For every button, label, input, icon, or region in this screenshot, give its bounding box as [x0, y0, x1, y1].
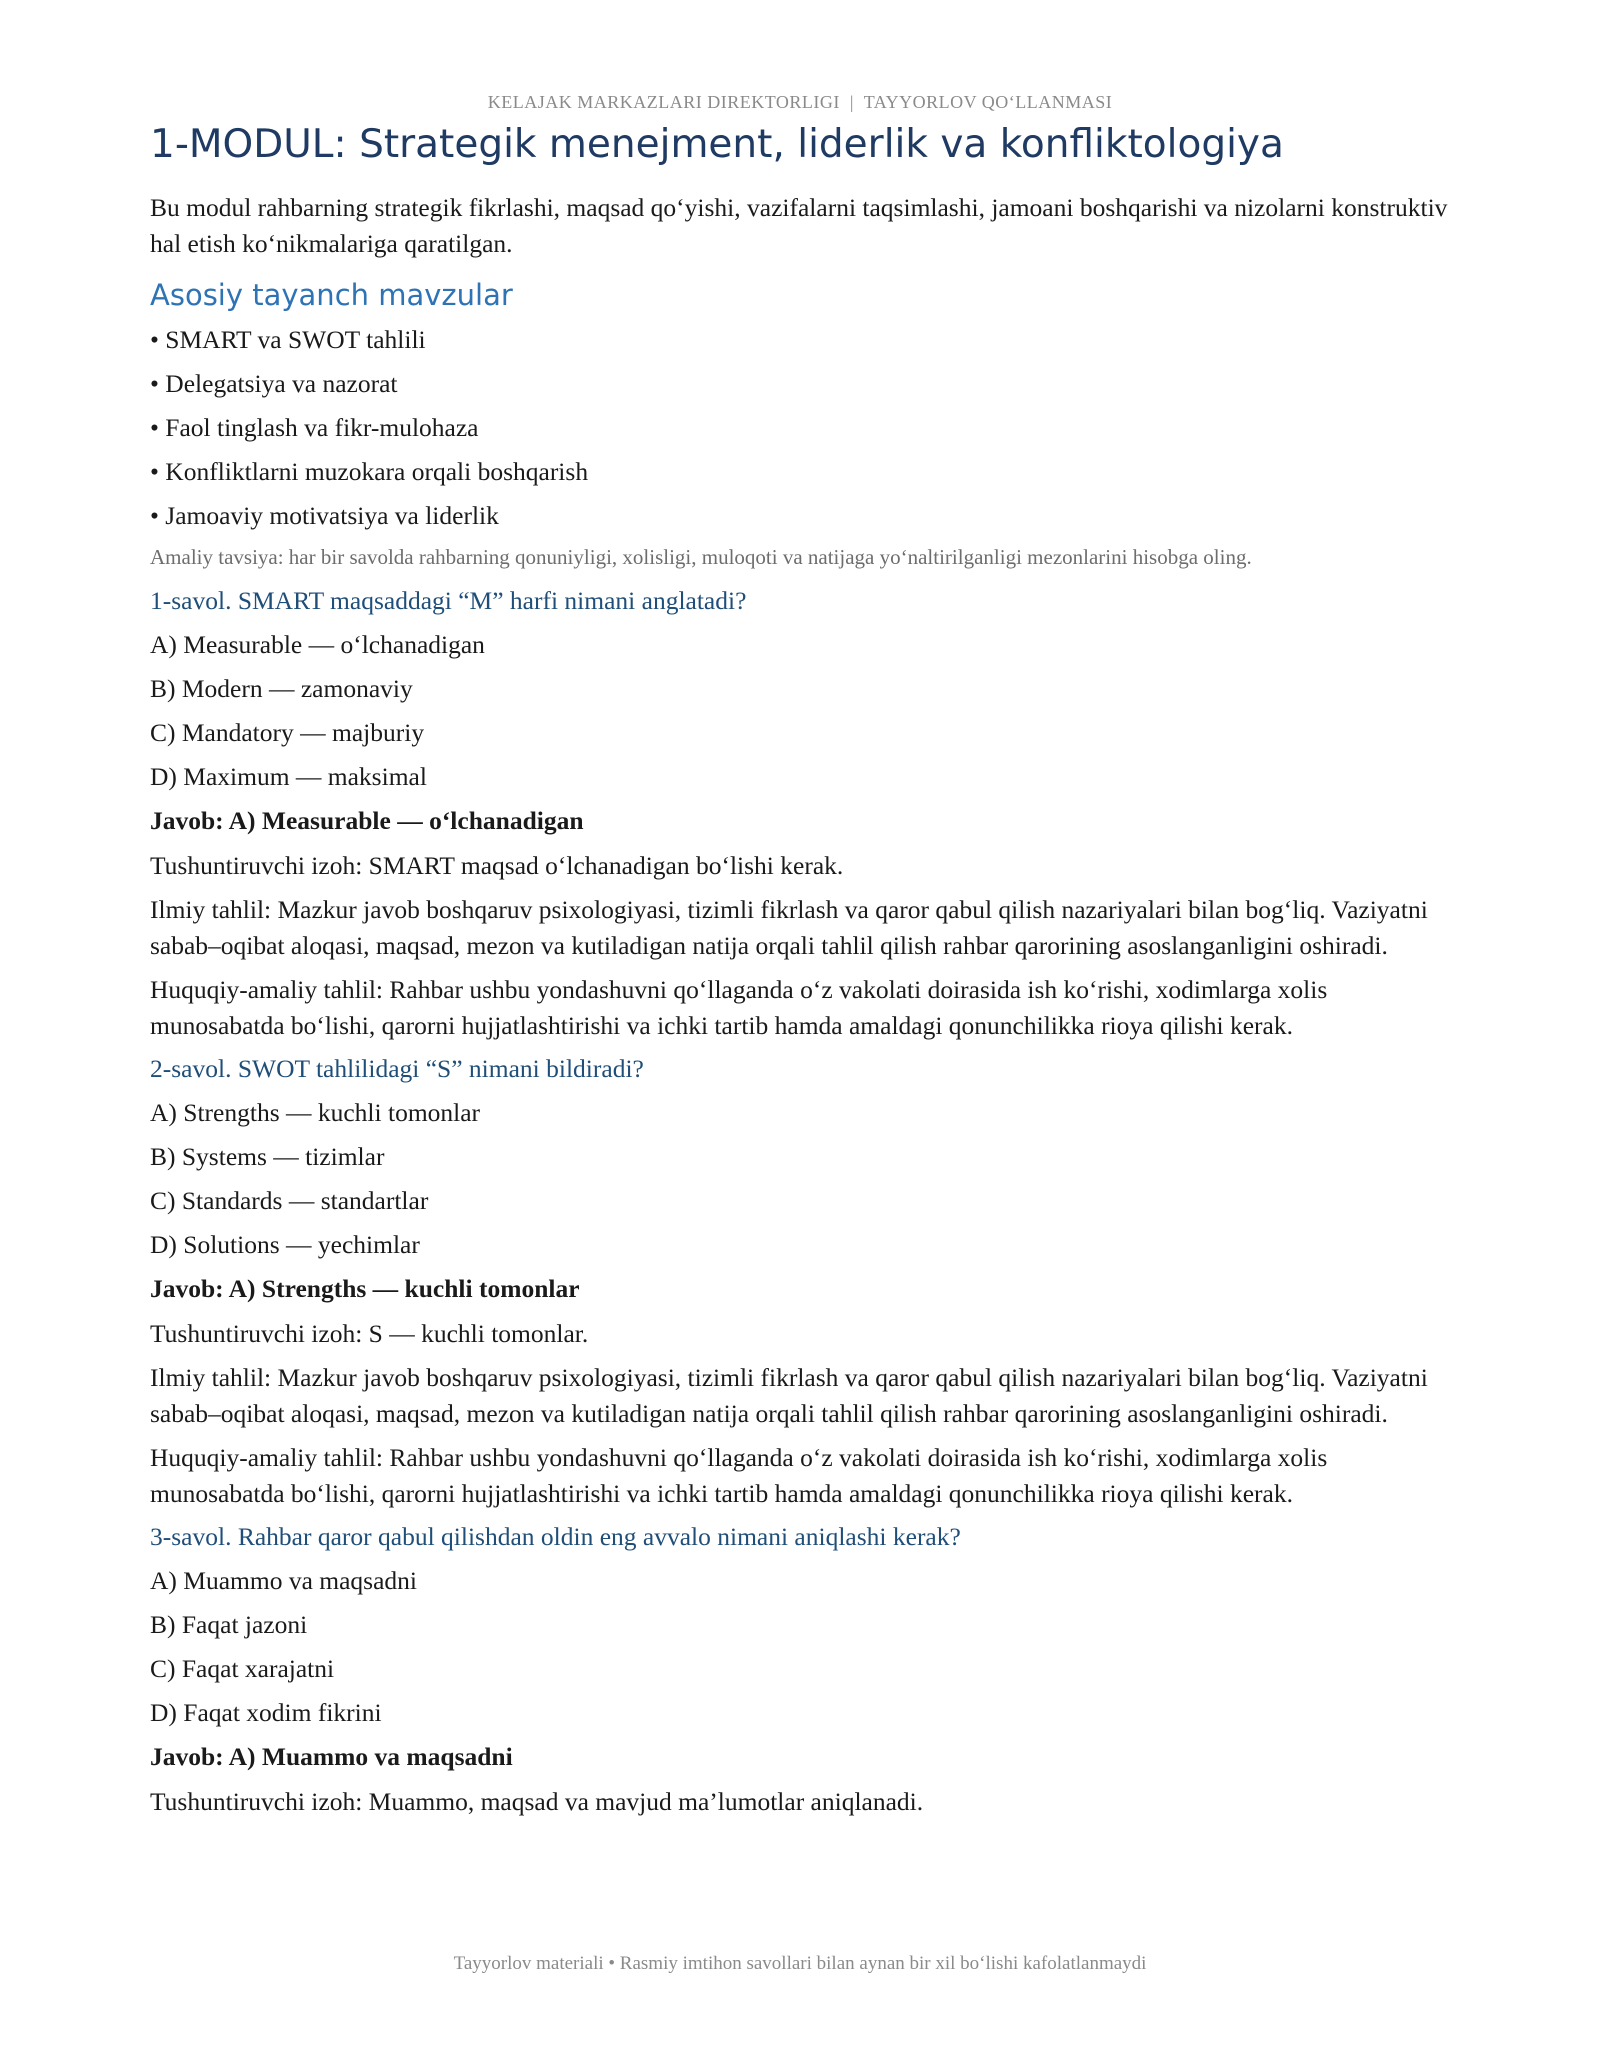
correct-answer: Javob: A) Measurable — o‘lchanadigan [150, 805, 584, 835]
question-1 [150, 584, 1450, 1044]
topic-item: • Konfliktlarni muzokara orqali boshqarish [150, 456, 589, 486]
topic-item: • Jamoaviy motivatsiya va liderlik [150, 500, 499, 530]
answer-option: C) Mandatory — majburiy [150, 717, 425, 747]
legal-analysis: Huquqiy-amaliy tahlil: Rahbar ushbu yondashuvni qo‘llaganda o‘z vakolati doirasida ish ko‘rishi, xodimlarga xolis munosabatda bo‘lishi, qarorni hujjatlashtirishi va ichki tartib hamda amaldagi qonunchilikka rioya qilishi kerak. [150, 974, 1328, 1040]
legal-analysis: Huquqiy-amaliy tahlil: Rahbar ushbu yondashuvni qo‘llaganda o‘z vakolati doirasida ish ko‘rishi, xodimlarga xolis munosabatda bo‘lishi, qarorni hujjatlashtirishi va ichki tartib hamda amaldagi qonunchilikka rioya qilishi kerak. [150, 1442, 1328, 1508]
answer-option: B) Modern — zamonaviy [150, 673, 413, 703]
question-title: 2-savol. SWOT tahlilidagi “S” nimani bildiradi? [150, 1053, 644, 1083]
module-intro: Bu modul rahbarning strategik fikrlashi, maqsad qo‘yishi, vazifalarni taqsimlashi, jamoani boshqarishi va nizolarni konstruktiv hal etish ko‘nikmalariga qaratilgan. [150, 192, 1448, 258]
document-page [150, 92, 1450, 1828]
explanation: Tushuntiruvchi izoh: SMART maqsad o‘lchanadigan bo‘lishi kerak. [150, 850, 844, 880]
answer-option: D) Faqat xodim fikrini [150, 1697, 382, 1727]
topic-item: • SMART va SWOT tahlili [150, 324, 426, 354]
topic-item: • Delegatsiya va nazorat [150, 368, 398, 398]
header-separator: | [844, 92, 859, 112]
answer-option: D) Solutions — yechimlar [150, 1229, 420, 1259]
answer-option: A) Muammo va maqsadni [150, 1565, 417, 1595]
scientific-analysis: Ilmiy tahlil: Mazkur javob boshqaruv psixologiyasi, tizimli fikrlash va qaror qabul qilish nazariyalari bilan bog‘liq. Vaziyatni sabab–oqibat aloqasi, maqsad, mezon va kutiladigan natija orqali tahlil qilish rahbar qarorining asoslanganligini oshiradi. [150, 894, 1428, 960]
page-footer: Tayyorlov materiali • Rasmiy imtihon savollari bilan aynan bir xil bo‘lishi kafolatlanmaydi [453, 1953, 1147, 1974]
answer-option: C) Standards — standartlar [150, 1185, 429, 1215]
answer-option: B) Faqat jazoni [150, 1609, 308, 1639]
correct-answer: Javob: A) Strengths — kuchli tomonlar [150, 1273, 580, 1303]
topics-list [150, 322, 1450, 534]
topic-item: • Faol tinglash va fikr-mulohaza [150, 412, 479, 442]
header-organization: KELAJAK MARKAZLARI DIREKTORLIGI [487, 92, 840, 112]
topics-heading: Asosiy tayanch mavzular [150, 277, 513, 312]
question-3 [150, 1520, 1450, 1820]
scientific-analysis: Ilmiy tahlil: Mazkur javob boshqaruv psixologiyasi, tizimli fikrlash va qaror qabul qilish nazariyalari bilan bog‘liq. Vaziyatni sabab–oqibat aloqasi, maqsad, mezon va kutiladigan natija orqali tahlil qilish rahbar qarorining asoslanganligini oshiradi. [150, 1362, 1428, 1428]
explanation: Tushuntiruvchi izoh: Muammo, maqsad va mavjud ma’lumotlar aniqlanadi. [150, 1786, 924, 1816]
answer-option: A) Strengths — kuchli tomonlar [150, 1097, 481, 1127]
running-header [150, 92, 1450, 113]
answer-option: B) Systems — tizimlar [150, 1141, 385, 1171]
answer-option: D) Maximum — maksimal [150, 761, 427, 791]
question-2 [150, 1052, 1450, 1512]
correct-answer: Javob: A) Muammo va maqsadni [150, 1741, 513, 1771]
question-title: 3-savol. Rahbar qaror qabul qilishdan oldin eng avvalo nimani aniqlashi kerak? [150, 1521, 961, 1551]
practical-tip: Amaliy tavsiya: har bir savolda rahbarning qonuniyligi, xolisligi, muloqoti va natijaga yo‘naltirilganligi mezonlarini hisobga oling. [150, 544, 1252, 569]
answer-option: A) Measurable — o‘lchanadigan [150, 629, 485, 659]
question-title: 1-savol. SMART maqsaddagi “M” harfi nimani anglatadi? [150, 585, 747, 615]
header-document-type: TAYYORLOV QO‘LLANMASI [863, 92, 1113, 112]
explanation: Tushuntiruvchi izoh: S — kuchli tomonlar. [150, 1318, 589, 1348]
answer-option: C) Faqat xarajatni [150, 1653, 335, 1683]
module-title: 1-MODUL: Strategik menejment, liderlik va konfliktologiya [150, 122, 1284, 167]
